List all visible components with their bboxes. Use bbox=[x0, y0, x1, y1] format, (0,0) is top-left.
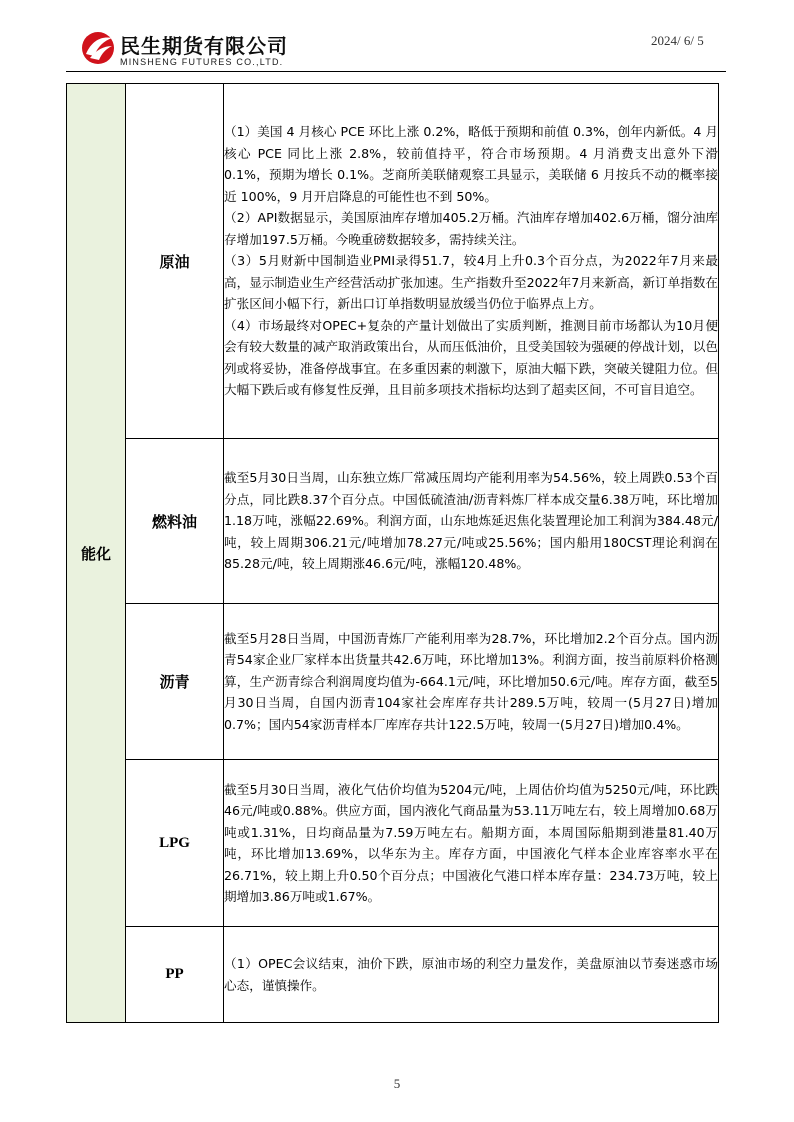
table-row bbox=[67, 927, 719, 1023]
page-number: 5 bbox=[393, 1076, 401, 1091]
page-header bbox=[0, 0, 794, 67]
item-label: PP bbox=[126, 927, 224, 1023]
header-divider bbox=[66, 71, 726, 72]
content-paragraph: （2）API数据显示，美国原油库存增加405.2万桶。汽油库存增加402.6万桶，馏分油库存增加197.5万桶。今晚重磅数据较多，需持续关注。 bbox=[224, 210, 718, 247]
content-paragraph: （4）市场最终对OPEC+复杂的产量计划做出了实质判断，推测目前市场都认为10月便会有较大数量的减产取消政策出台，从而压低油价，且受美国较为强硬的停战计划，以色列或将妥协，准备停战事宜。在多重因素的刺激下，原油大幅下跌，突破关键阻力位。但大幅下跌后或有修复性反弹，且目前多项技术指标均达到了超卖区间，不可盲目追空。 bbox=[224, 317, 718, 398]
company-name-en: MINSHENG FUTURES CO.,LTD. bbox=[120, 57, 284, 67]
category-cell: 能化 bbox=[67, 84, 126, 1023]
content-paragraph: 截至5月30日当周，液化气估价均值为5204元/吨，上周估价均值为5250元/吨，环比跌46元/吨或0.88%。供应方面，国内液化气商品量为53.11万吨左右，较上周增加0.68万吨或1.31%，日均商品量为7.59万吨左右。船期方面，本周国际船期到港量81.40万吨，环比增加13.69%，以华东为主。库存方面，中国液化气样本企业库容率水平在26.71%，较上期上升0.50个百分点；中国液化气港口样本库存量：234.73万吨，较上期增加3.86万吨或1.67%。 bbox=[224, 781, 718, 904]
item-label: 原油 bbox=[126, 84, 224, 439]
report-date: 2024/ 6/ 5 bbox=[651, 33, 704, 48]
minsheng-logo-icon bbox=[80, 28, 116, 68]
item-content bbox=[224, 927, 719, 1023]
item-label: 燃料油 bbox=[126, 439, 224, 604]
item-content bbox=[224, 760, 719, 927]
item-content bbox=[224, 439, 719, 604]
table-row bbox=[67, 760, 719, 927]
table-row bbox=[67, 84, 719, 439]
table-row bbox=[67, 439, 719, 604]
content-paragraph: （3）5月财新中国制造业PMI录得51.7，较4月上升0.3个百分点，为2022年7月来最高，显示制造业生产经营活动扩张加速。生产指数升至2022年7月来新高，新订单指数在扩张区间小幅下行，新出口订单指数明显放缓当仍位于临界点上方。 bbox=[224, 253, 718, 312]
item-content bbox=[224, 604, 719, 760]
item-content bbox=[224, 84, 719, 439]
content-paragraph: （1）美国 4 月核心 PCE 环比上涨 0.2%，略低于预期和前值 0.3%，创年内新低。4 月核心 PCE 同比上涨 2.8%，较前值持平，符合市场预期。4 月消费支出意外下滑 0.1%，预期为增长 0.1%。芝商所美联储观察工具显示，美联储 6 月按兵不动的概率接近 100%，9 月开启降息的可能性也不到 50%。 bbox=[224, 124, 718, 204]
content-paragraph: 截至5月30日当周，山东独立炼厂常减压周均产能利用率为54.56%，较上周跌0.53个百分点，同比跌8.37个百分点。中国低硫渣油/沥青料炼厂样本成交量6.38万吨，环比增加1.18万吨，涨幅22.69%。利润方面，山东地炼延迟焦化装置理论加工利润为384.48元/吨，较上周期306.21元/吨增加78.27元/吨或25.56%；国内船用180CST理论利润在85.28元/吨，较上周期涨46.6元/吨，涨幅120.48%。 bbox=[224, 470, 718, 572]
table-row bbox=[67, 604, 719, 760]
company-name-cn: 民生期货有限公司 bbox=[120, 34, 288, 58]
content-paragraph: 截至5月28日当周，中国沥青炼厂产能利用率为28.7%，环比增加2.2个百分点。国内沥青54家企业厂家样本出货量共42.6万吨，环比增加13%。利润方面，按当前原料价格测算，生产沥青综合利润周度均值为-664.1元/吨，环比增加50.6元/吨。库存方面，截至5月30日当周，自国内沥青104家社会库库存共计289.5万吨，较周一(5月27日)增加0.7%；国内54家沥青样本厂库库存共计122.5万吨，较周一(5月27日)增加0.4%。 bbox=[224, 630, 718, 732]
commodity-table bbox=[66, 83, 719, 1023]
item-label: 沥青 bbox=[126, 604, 224, 760]
content-paragraph: （1）OPEC会议结束，油价下跌，原油市场的利空力量发作，美盘原油以节奏迷惑市场心态，谨慎操作。 bbox=[224, 956, 718, 993]
item-label: LPG bbox=[126, 760, 224, 927]
